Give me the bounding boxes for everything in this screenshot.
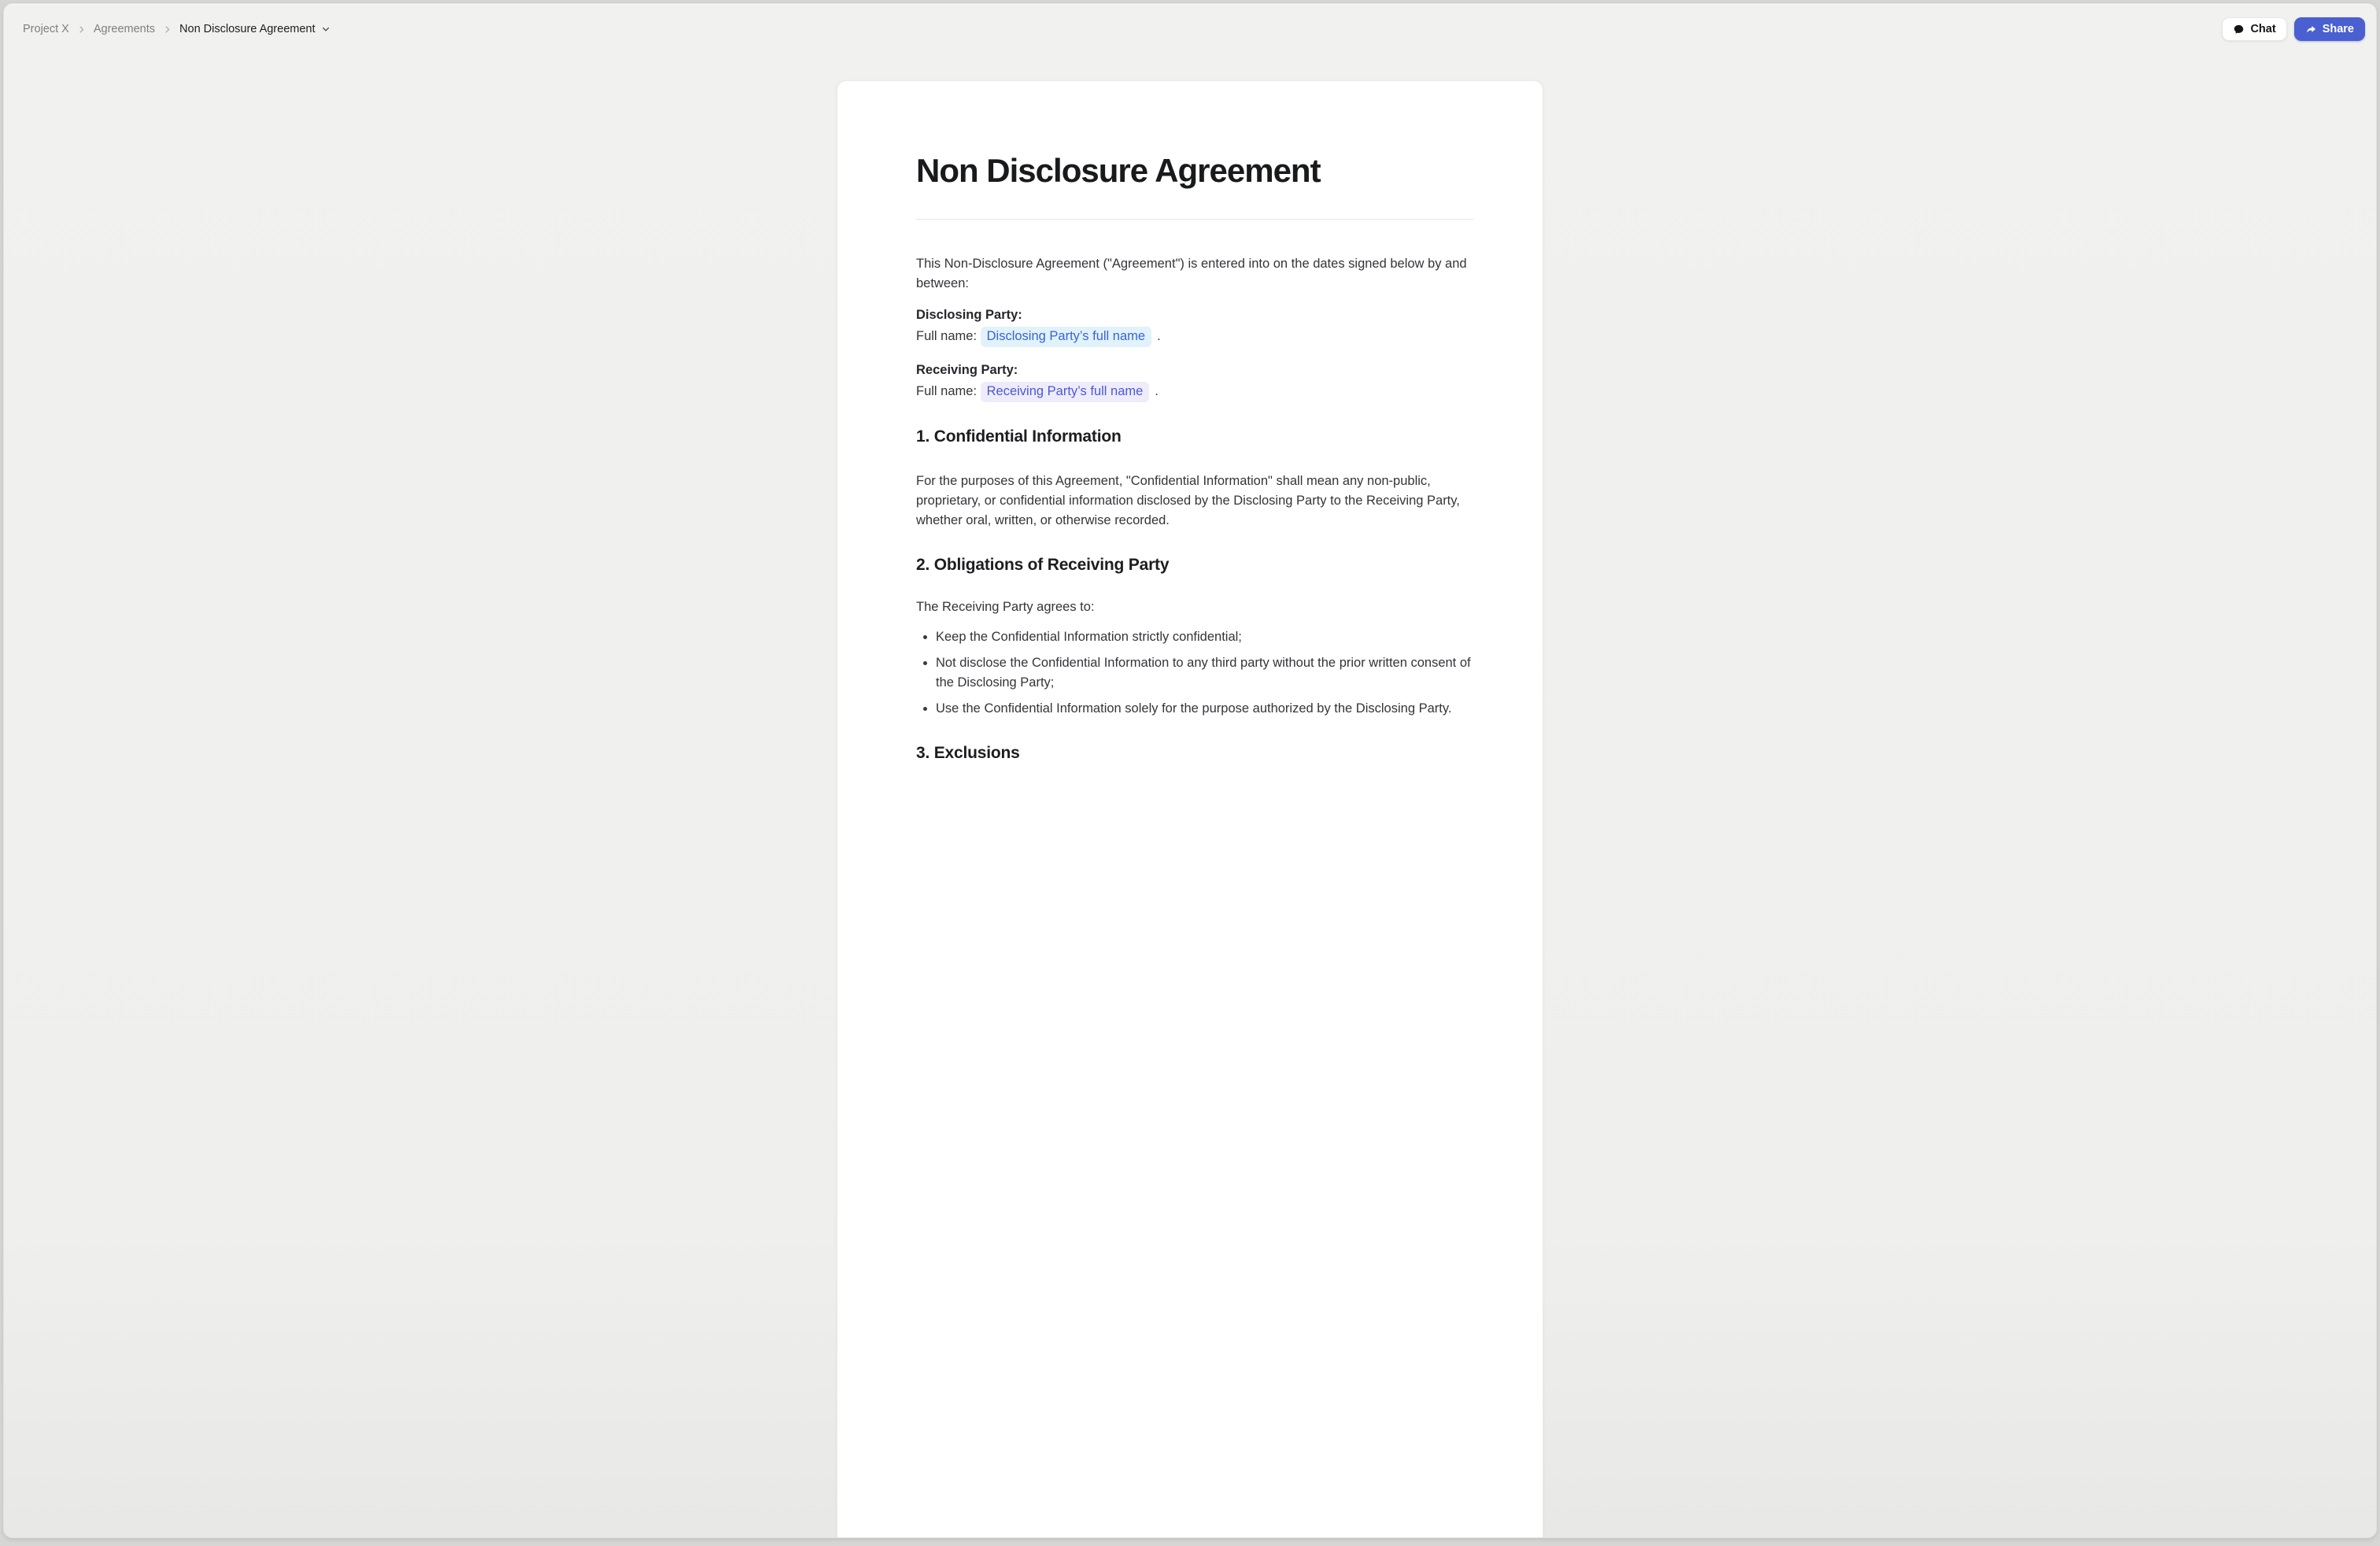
chevron-right-icon	[163, 25, 172, 34]
chat-button-label: Chat	[2250, 23, 2276, 35]
receiving-party-block	[916, 360, 1473, 402]
intro-paragraph[interactable]: This Non-Disclosure Agreement ("Agreement") is entered into on the dates signed below by and between:	[916, 257, 1467, 291]
document-canvas[interactable]	[4, 54, 2376, 1537]
list-item[interactable]: • Keep the Confidential Information strictly confidential;	[936, 627, 1473, 647]
receiving-party-field-line	[916, 381, 1473, 402]
breadcrumb-current-page[interactable]	[179, 23, 330, 35]
section-2-list-intro[interactable]: The Receiving Party agrees to:	[916, 600, 1095, 615]
share-button-label: Share	[2322, 23, 2354, 35]
chat-button[interactable]	[2222, 17, 2286, 41]
section-2-heading[interactable]: 2. Obligations of Receiving Party	[916, 556, 1170, 575]
chat-bubble-icon	[2233, 24, 2245, 35]
chevron-right-icon	[77, 25, 86, 34]
app-window	[3, 3, 2377, 1538]
sentence-period: .	[1157, 329, 1161, 344]
disclosing-party-block	[916, 305, 1473, 347]
disclosing-party-label: Disclosing Party:	[916, 308, 1022, 323]
full-name-label: Full name:	[916, 384, 978, 399]
list-item[interactable]: • Not disclose the Confidential Information to any third party without the prior written consent of the Disclosing Party;	[936, 653, 1473, 693]
document-title[interactable]: Non Disclosure Agreement	[916, 152, 1321, 189]
chevron-down-icon[interactable]	[321, 24, 331, 34]
breadcrumb-current-label: Non Disclosure Agreement	[179, 23, 316, 35]
breadcrumb-item-project[interactable]: Project X	[23, 23, 69, 35]
section-1-heading[interactable]: 1. Confidential Information	[916, 427, 1122, 446]
breadcrumb-item-agreements[interactable]: Agreements	[93, 23, 156, 35]
section-3-heading[interactable]: 3. Exclusions	[916, 744, 1020, 763]
obligations-list	[916, 627, 1473, 719]
title-divider	[916, 219, 1473, 220]
breadcrumb	[23, 23, 331, 35]
share-arrow-icon	[2305, 24, 2317, 35]
sentence-period: .	[1155, 384, 1159, 399]
top-bar	[4, 4, 2376, 54]
share-button[interactable]	[2294, 17, 2365, 41]
receiving-party-label: Receiving Party:	[916, 363, 1018, 378]
list-item[interactable]: • Use the Confidential Information solely for the purpose authorized by the Disclosing Party.	[936, 699, 1473, 719]
receiving-party-name-field[interactable]: Receiving Party’s full name	[981, 382, 1150, 402]
section-1-body[interactable]: For the purposes of this Agreement, "Confidential Information" shall mean any non-public, proprietary, or confidential information disclosed by the Disclosing Party to the Receiving Party, whether oral, written, or otherwise recorded.	[916, 474, 1460, 528]
disclosing-party-name-field[interactable]: Disclosing Party’s full name	[981, 327, 1151, 347]
document-body[interactable]	[837, 81, 1543, 811]
full-name-label: Full name:	[916, 329, 978, 344]
disclosing-party-field-line	[916, 326, 1473, 347]
document-page	[837, 80, 1543, 1537]
